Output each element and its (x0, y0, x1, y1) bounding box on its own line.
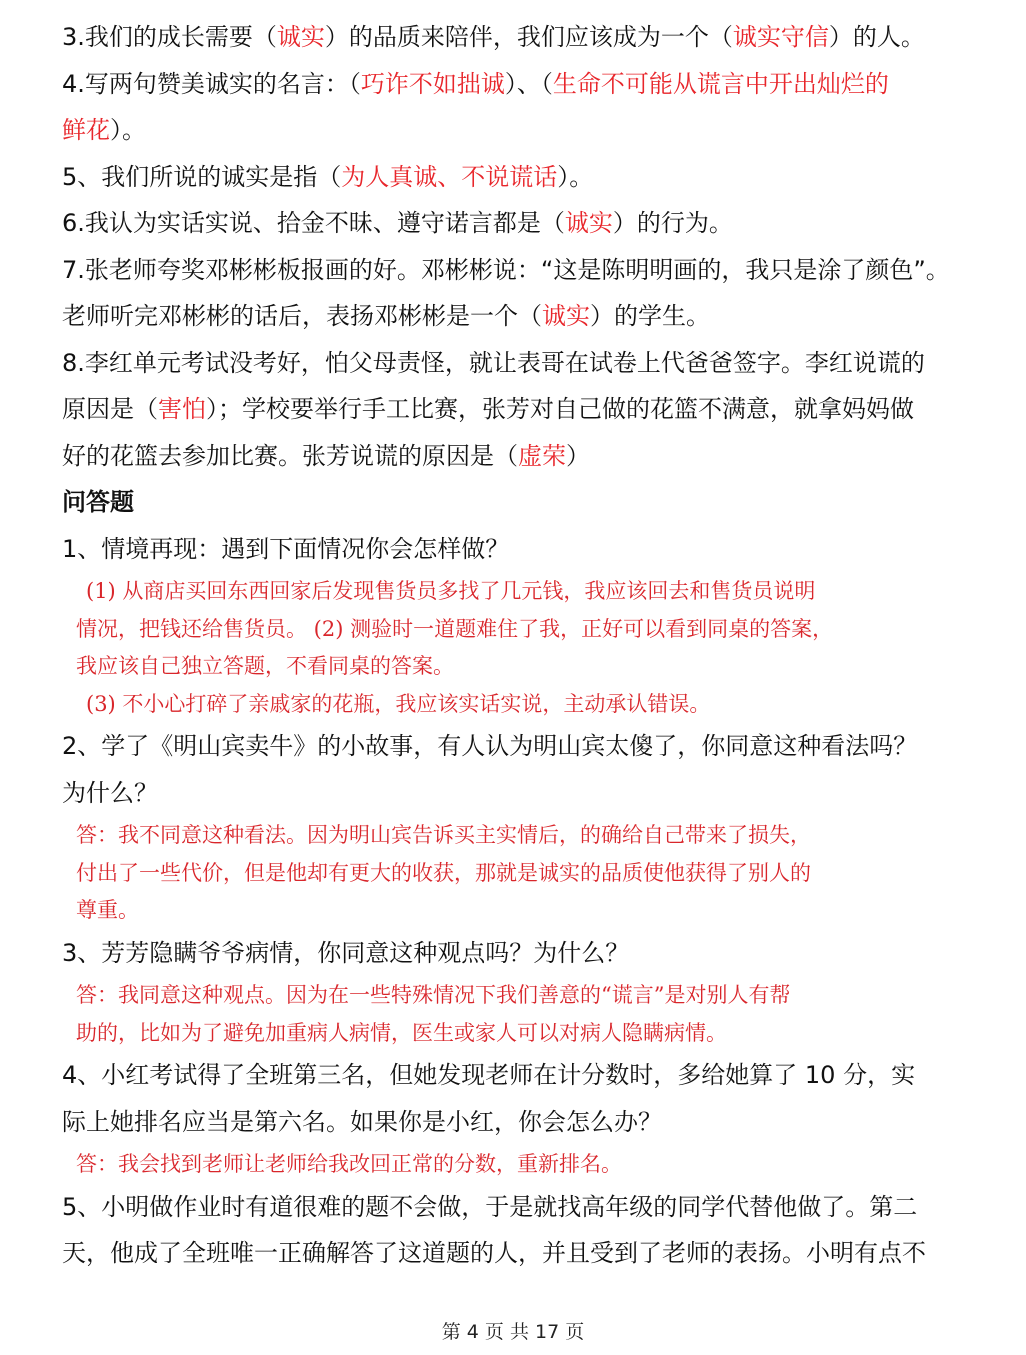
question-line: 际上她排名应当是第六名。如果你是小红，你会怎么办？ (62, 1107, 662, 1136)
fill-in-line (62, 293, 964, 340)
question-text: ）的品质来陪伴，我们应该成为一个（ (324, 23, 733, 51)
answer-line: 尊重。 (76, 898, 139, 922)
question-text: ）的行为。 (612, 209, 733, 237)
question-text: 7.张老师夸奖邓彬彬板报画的好。邓彬彬说：“这是陈明明画的，我只是涂了颜色”。 (62, 255, 950, 284)
answer-line: 付出了一些代价，但是他却有更大的收获，那就是诚实的品质使他获得了别人的 (76, 860, 811, 885)
question-block (62, 526, 964, 724)
question-line: 5、小明做作业时有道很难的题不会做，于是就找高年级的同学代替他做了。第二 (62, 1192, 918, 1221)
question-text: ）。 (557, 162, 594, 191)
fill-in-line (62, 247, 964, 294)
answer-line: 助的，比如为了避免加重病人病情，医生或家人可以对病人隐瞒病情。 (76, 1020, 727, 1045)
fill-in-section (62, 14, 964, 479)
question-text: ）的学生。 (590, 302, 710, 330)
question-line: 为什么？ (62, 778, 158, 807)
fill-in-line (62, 61, 964, 108)
answer-line: (1) 从商店买回东西回家后发现售货员多找了几元钱，我应该回去和售货员说明 (86, 579, 816, 603)
questions-section (62, 526, 964, 1277)
question-line: 2、学了《明山宾卖牛》的小故事，有人认为明山宾太傻了，你同意这种看法吗？ (62, 732, 918, 760)
fill-in-line (62, 14, 964, 61)
question-text: ）的人。 (828, 23, 925, 51)
question-line: 4、小红考试得了全班第三名，但她发现老师在计分数时，多给她算了 10 分，实 (62, 1061, 916, 1089)
question-line: 1、情境再现：遇到下面情况你会怎样做？ (62, 534, 510, 563)
question-text: ） (566, 441, 590, 470)
answer-line: 答：我会找到老师让老师给我改回正常的分数，重新排名。 (76, 1152, 622, 1176)
question-line: 天，他成了全班唯一正确解答了这道题的人，并且受到了老师的表扬。小明有点不 (62, 1239, 926, 1267)
fill-in-line (62, 200, 964, 247)
fill-in-line (62, 107, 964, 154)
question-block (62, 1052, 964, 1184)
answer-line: (3) 不小心打碎了亲戚家的花瓶，我应该实话实说，主动承认错误。 (86, 691, 711, 716)
question-block (62, 723, 964, 930)
answer-text: 为人真诚、不说谎话 (341, 162, 558, 191)
question-text: ）、（ (504, 69, 553, 98)
answer-text: 诚实 (276, 23, 325, 51)
question-line: 3、芳芳隐瞒爷爷病情，你同意这种观点吗？为什么？ (62, 938, 630, 967)
question-text: 3.我们的成长需要（ (62, 23, 277, 51)
question-text: 6.我认为实话实说、拾金不昧、遵守诺言都是（ (62, 209, 565, 237)
question-text: 4.写两句赞美诚实的名言：（ (62, 69, 361, 98)
answer-line: 我应该自己独立答题，不看同桌的答案。 (76, 654, 454, 678)
fill-in-line (62, 386, 964, 433)
answer-text: 鲜花 (62, 116, 110, 144)
answer-text: 害怕 (158, 395, 206, 423)
fill-in-line (62, 340, 964, 387)
question-text: 5、我们所说的诚实是指（ (62, 162, 342, 191)
answer-line: 情况，把钱还给售货员。 (2) 测验时一道题难住了我，正好可以看到同桌的答案， (76, 616, 834, 641)
answer-text: 诚实 (542, 302, 590, 330)
question-text: 好的花篮去参加比赛。张芳说谎的原因是（ (62, 441, 518, 470)
answer-line: 答：我同意这种观点。因为在一些特殊情况下我们善意的“谎言”是对别人有帮 (76, 983, 791, 1007)
qa-heading: 问答题 (62, 488, 134, 516)
question-text: ）；学校要举行手工比赛，张芳对自己做的花篮不满意，就拿妈妈做 (206, 395, 914, 423)
page-footer: 第 4 页 共 17 页 (441, 1321, 585, 1343)
answer-text: 诚实守信 (732, 23, 829, 51)
answer-line: 答：我不同意这种看法。因为明山宾告诉买主实情后，的确给自己带来了损失， (76, 823, 811, 847)
fill-in-line (62, 433, 964, 480)
answer-text: 巧诈不如拙诚 (360, 69, 505, 98)
question-text: 老师听完邓彬彬的话后，表扬邓彬彬是一个（ (62, 302, 542, 330)
fill-in-line (62, 154, 964, 201)
question-block (62, 930, 964, 1053)
answer-text: 生命不可能从谎言中开出灿烂的 (552, 69, 889, 98)
question-block (62, 1184, 964, 1277)
answer-text: 诚实 (564, 209, 613, 237)
question-text: 8.李红单元考试没考好，怕父母责怪，就让表哥在试卷上代爸爸签字。李红说谎的 (62, 348, 925, 377)
question-text: 原因是（ (62, 395, 158, 423)
answer-text: 虚荣 (518, 441, 566, 470)
question-text: ）。 (110, 116, 146, 144)
